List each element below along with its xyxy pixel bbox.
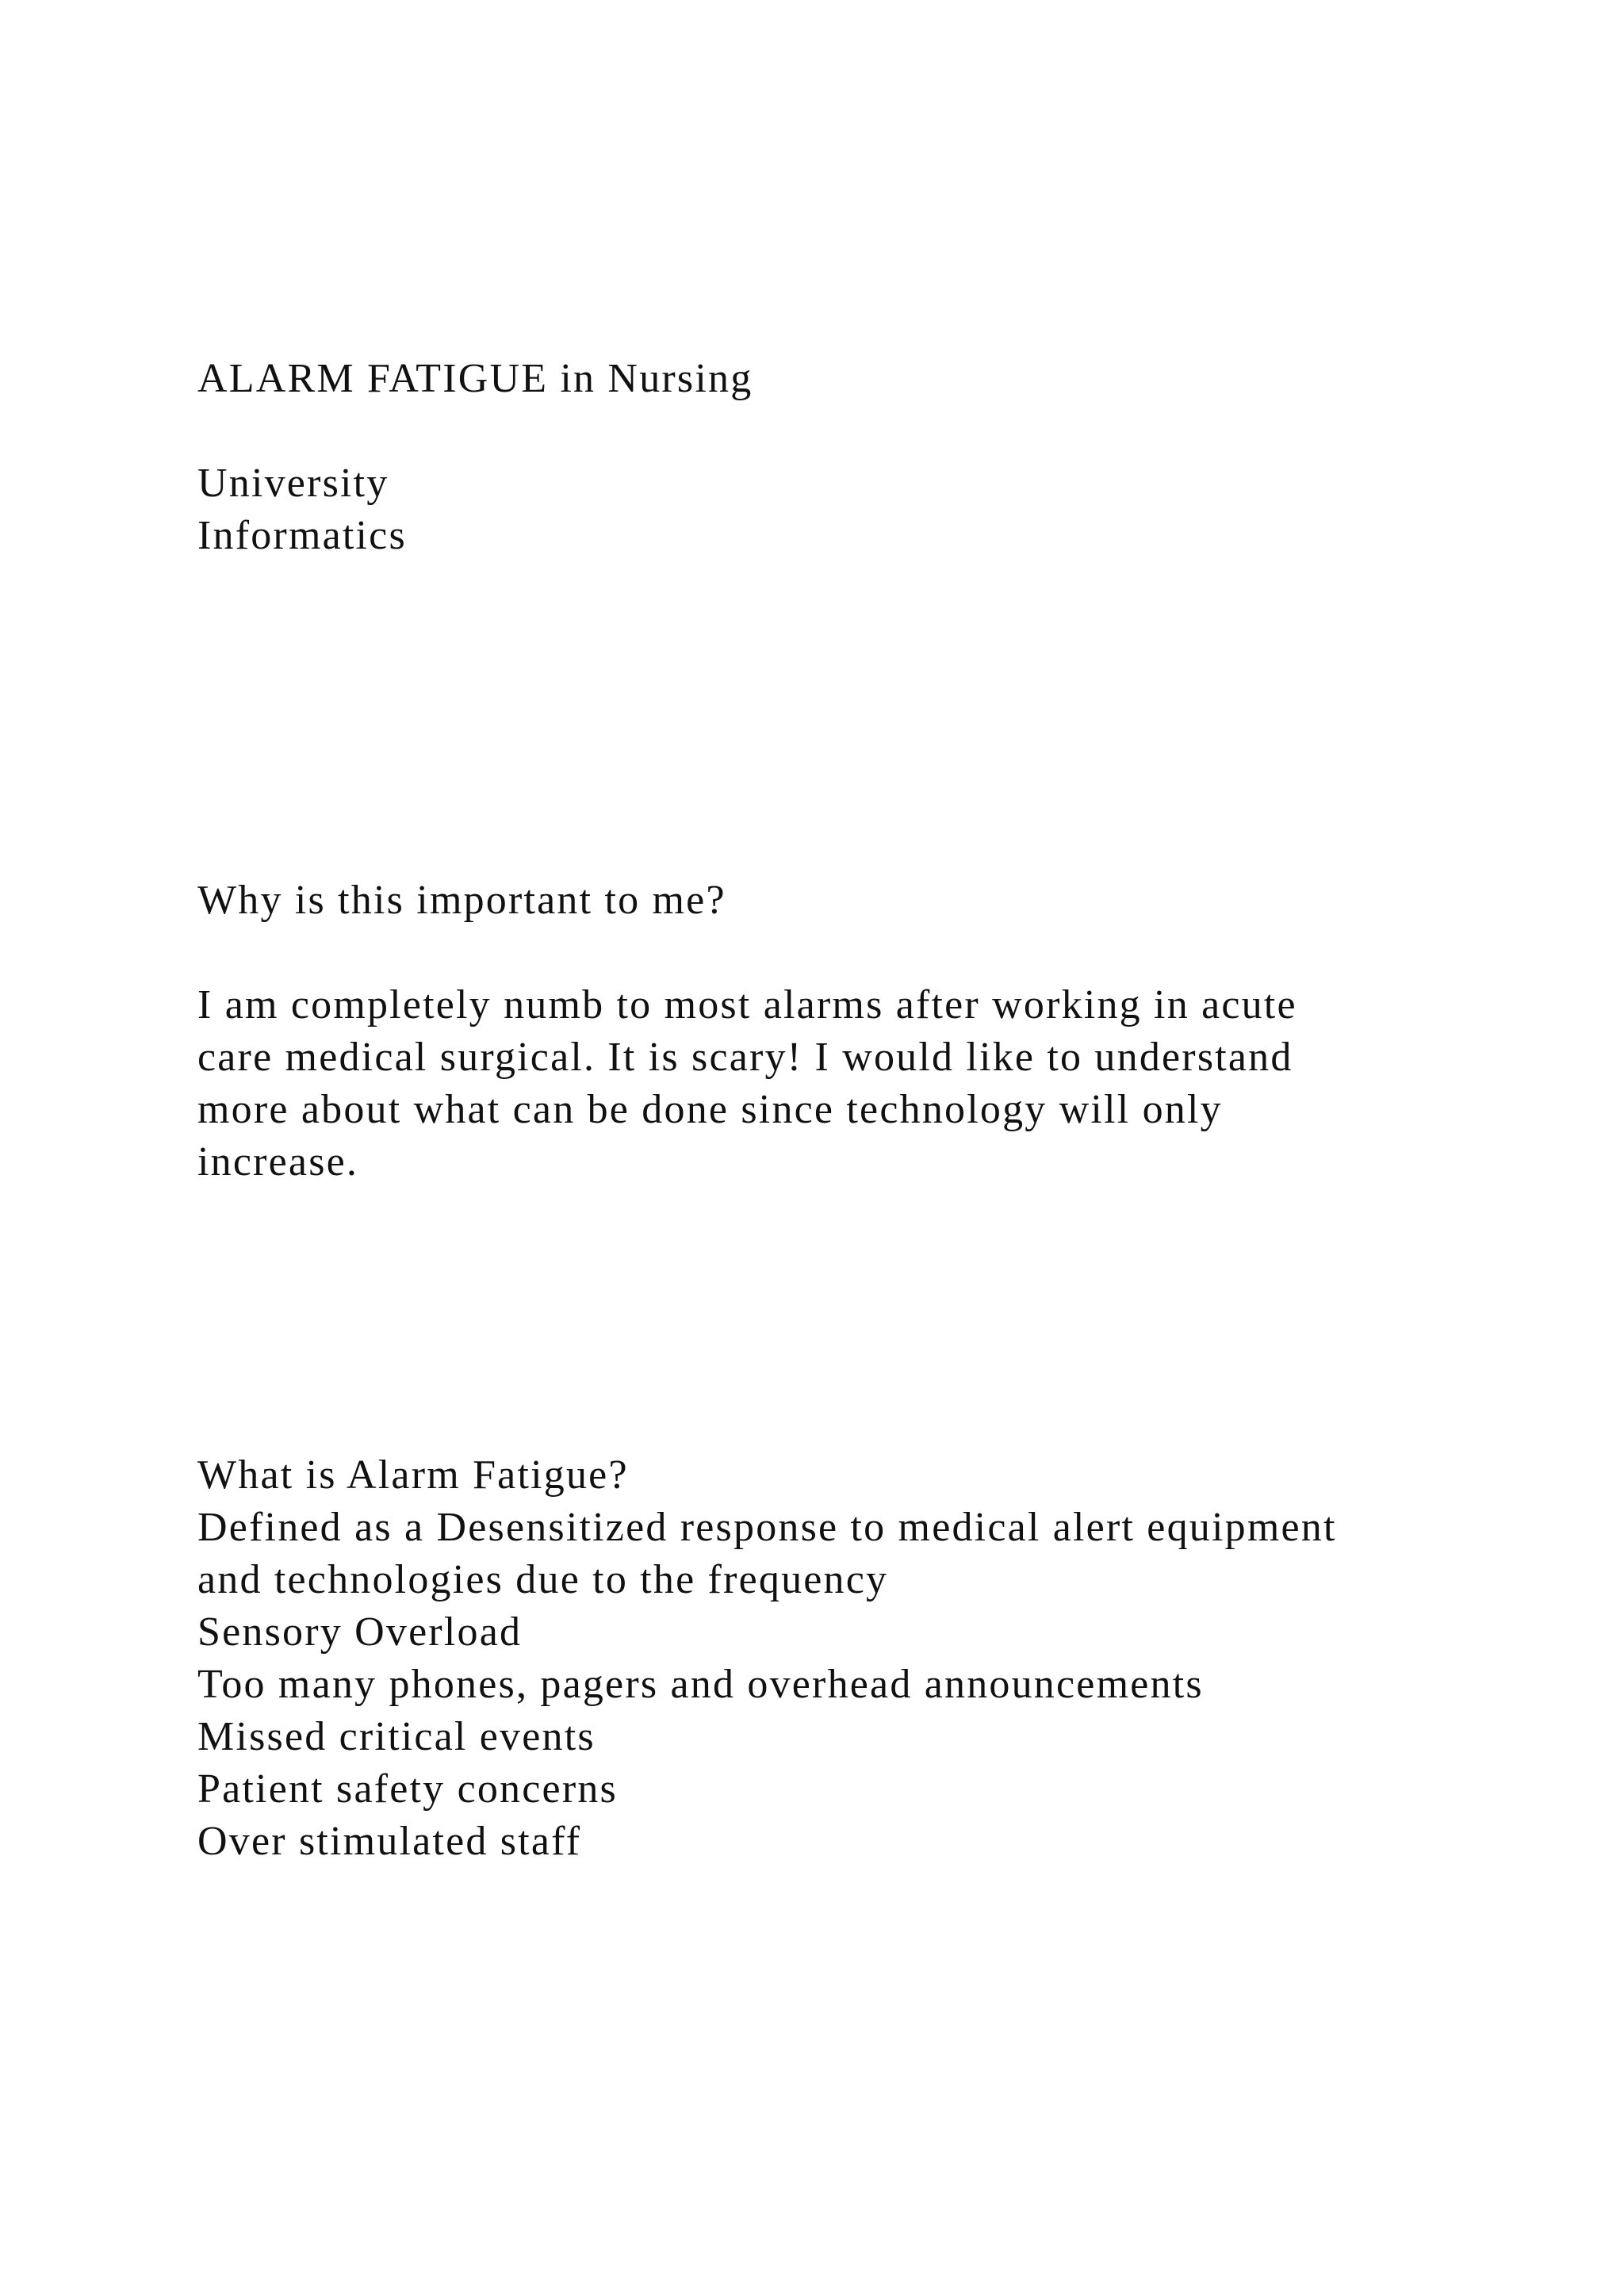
definition-line: Defined as a Desensitized response to medical alert equipment [197, 1505, 1337, 1550]
definition-line: Sensory Overload [197, 1609, 523, 1655]
importance-body-line: care medical surgical. It is scary! I would like to understand [197, 1035, 1293, 1080]
definition-line: Patient safety concerns [197, 1766, 618, 1812]
definition-heading: What is Alarm Fatigue? [197, 1452, 629, 1498]
subtitle-line-university: University [197, 461, 389, 506]
document-title: ALARM FATIGUE in Nursing [197, 356, 753, 401]
subtitle-line-informatics: Informatics [197, 513, 407, 558]
definition-line: Too many phones, pagers and overhead announcements [197, 1662, 1204, 1707]
importance-heading: Why is this important to me? [197, 878, 726, 923]
importance-body-line: more about what can be done since technology will only [197, 1087, 1223, 1132]
definition-line: Missed critical events [197, 1714, 596, 1759]
definition-line: Over stimulated staff [197, 1819, 582, 1864]
importance-body-line: I am completely numb to most alarms after working in acute [197, 982, 1297, 1027]
importance-body-line: increase. [197, 1139, 359, 1184]
definition-line: and technologies due to the frequency [197, 1557, 889, 1602]
